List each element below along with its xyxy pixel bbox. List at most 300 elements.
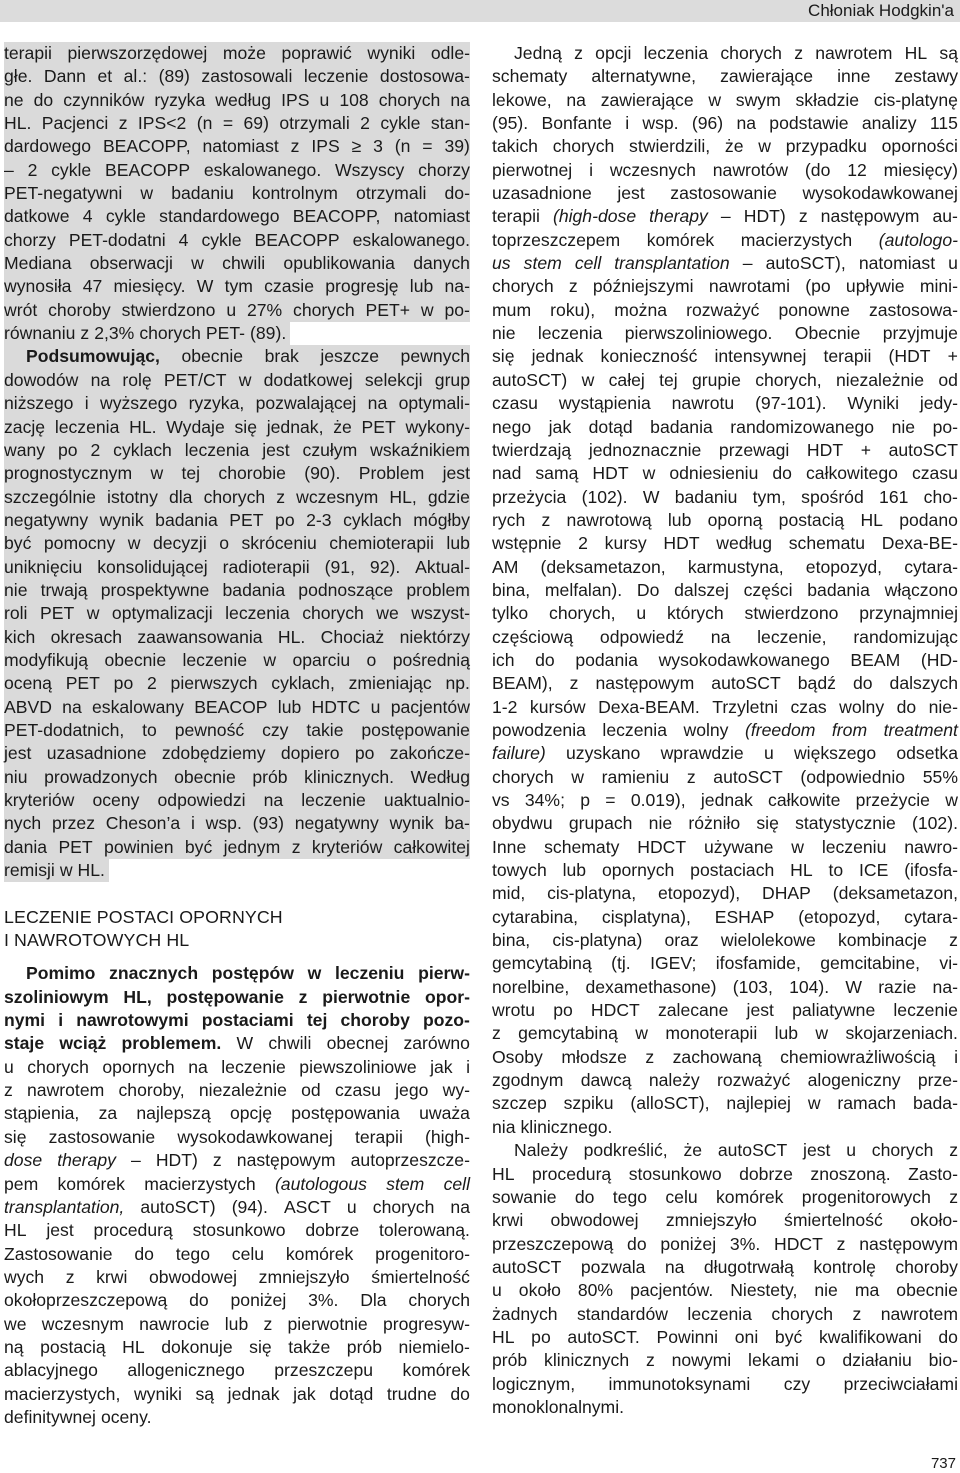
word: 39) xyxy=(444,136,470,157)
paragraph-spacer xyxy=(4,952,470,962)
word: roli xyxy=(4,603,28,624)
word: oporną xyxy=(707,509,763,530)
word: że xyxy=(683,1140,703,1161)
word: chorych xyxy=(139,323,201,344)
word: cisplatyna), xyxy=(601,906,691,927)
word: (etopozyd, xyxy=(798,906,881,927)
word: po xyxy=(275,509,295,530)
word: np. xyxy=(445,673,470,694)
word: macierzystych xyxy=(144,1173,256,1194)
text-line xyxy=(4,836,470,859)
word: poniżej xyxy=(230,1290,287,1311)
word: należy xyxy=(648,1070,700,1091)
word: do xyxy=(134,1243,154,1264)
word: się xyxy=(756,813,779,834)
word: kontrolę xyxy=(813,1256,876,1277)
word: poprawić xyxy=(281,43,352,63)
word: I xyxy=(4,930,10,951)
word: cis-platynę xyxy=(873,89,958,110)
word: autoSCT. xyxy=(567,1326,640,1347)
word: wczesnym xyxy=(41,1313,124,1334)
word: czasu xyxy=(911,463,958,484)
word: wczesnym xyxy=(296,486,379,507)
word: HDTC xyxy=(311,696,361,717)
word: Cheson’a xyxy=(105,813,181,834)
text-line xyxy=(492,859,958,882)
word: przeszczepową xyxy=(492,1233,614,1254)
word: niu xyxy=(4,766,28,787)
word: do xyxy=(189,1290,209,1311)
text-line xyxy=(4,962,470,985)
word: znoszoną. xyxy=(810,1163,891,1184)
word: ablacyjnego xyxy=(4,1360,98,1381)
word: HDT xyxy=(806,439,844,460)
text-line xyxy=(4,182,470,205)
word: dokonuje xyxy=(161,1336,233,1357)
word: selekcji xyxy=(364,369,423,390)
word: krwi xyxy=(96,1266,128,1287)
page-number: 737 xyxy=(930,1455,956,1472)
word: z xyxy=(492,1023,501,1044)
word: lekowe, xyxy=(492,89,552,110)
word: oceny. xyxy=(100,1406,152,1427)
word: różniło xyxy=(688,813,741,834)
word: jednym xyxy=(223,836,281,857)
word: opublikowania xyxy=(283,253,395,274)
word: równaniu xyxy=(4,323,76,344)
word: nawrotem xyxy=(27,1080,105,1101)
word: nie xyxy=(4,579,28,600)
word: oni xyxy=(734,1326,759,1347)
word: obydwu xyxy=(492,813,553,834)
word: istotny xyxy=(107,486,158,507)
word: skróceniu xyxy=(241,533,317,554)
word: uzasadnione xyxy=(492,183,592,204)
word: nawrotowymi xyxy=(76,1010,189,1031)
word: HDCT xyxy=(774,1233,823,1254)
word: gdzie xyxy=(427,486,470,507)
word: macierzystych xyxy=(740,229,853,250)
word: przeciwciałami xyxy=(843,1373,958,1394)
word: HL. xyxy=(129,416,157,437)
word: analizy xyxy=(861,113,917,134)
word: leczeniu xyxy=(821,836,887,857)
word: przez xyxy=(51,813,95,834)
word: ryzyka xyxy=(154,89,206,110)
word: choroby, xyxy=(118,1080,185,1101)
word: we xyxy=(4,1313,27,1334)
text-line xyxy=(492,999,958,1022)
text-line xyxy=(492,1256,958,1279)
word: (94). xyxy=(231,1196,268,1217)
word: z xyxy=(574,43,583,63)
word: szpiku xyxy=(563,1093,614,1114)
word: z xyxy=(569,673,579,694)
word: wystąpienia xyxy=(558,393,651,414)
text-line xyxy=(4,649,470,672)
word: PET/CT xyxy=(163,369,227,390)
text-line xyxy=(492,1326,958,1349)
word: może xyxy=(222,43,266,63)
text-line xyxy=(492,672,958,695)
word: obwodowej xyxy=(550,1210,639,1231)
word: gemcytabiną xyxy=(492,953,592,974)
word: Aktual- xyxy=(415,556,470,577)
word: do xyxy=(33,89,54,110)
word: jak xyxy=(430,1056,453,1077)
word: cis-platyna, xyxy=(547,883,637,904)
word: wynik xyxy=(99,509,144,530)
paragraph-spacer xyxy=(4,882,470,905)
word: niektórzy xyxy=(399,626,470,647)
word: uważa xyxy=(419,1103,470,1124)
word: czas xyxy=(790,696,827,717)
word: 69) xyxy=(243,113,269,134)
text-line xyxy=(492,416,958,439)
word: dostosowa- xyxy=(379,66,470,87)
word: optymali- xyxy=(398,393,470,414)
word: stosunkowo xyxy=(192,1220,286,1241)
word: pacjentów. xyxy=(630,1280,714,1301)
word: w xyxy=(86,603,100,624)
word: Inne xyxy=(492,836,527,857)
word: prze- xyxy=(917,1070,958,1091)
word: chorych xyxy=(302,603,364,624)
word: (deksametazon, xyxy=(832,883,958,904)
word: from xyxy=(831,719,868,740)
word: z xyxy=(263,1313,273,1334)
word: rozważyć xyxy=(686,299,760,320)
word: remisji xyxy=(4,860,55,881)
word: komórek xyxy=(57,1173,125,1194)
word: jednak xyxy=(531,346,584,367)
word: jego xyxy=(395,1080,429,1101)
word: nawrotem xyxy=(815,43,893,63)
word: śmiertelność xyxy=(371,1266,470,1287)
word: BEAM), xyxy=(492,673,553,694)
word: jak xyxy=(548,416,572,437)
word: 3%. xyxy=(729,1233,761,1254)
word: tej xyxy=(306,1010,328,1031)
word: komórek xyxy=(715,1186,784,1207)
word: (96) xyxy=(691,113,724,134)
word: do xyxy=(450,1383,470,1404)
word: leczenia xyxy=(687,1303,752,1324)
word: HL xyxy=(492,1163,515,1184)
word: wciąż xyxy=(59,1033,107,1054)
word: monoterapii xyxy=(665,1023,758,1044)
word: nowymi xyxy=(671,1350,732,1371)
word: miesięcy. xyxy=(113,276,186,297)
text-line xyxy=(492,556,958,579)
word: z xyxy=(852,1303,862,1324)
word: następowym xyxy=(595,673,695,694)
word: natomiast xyxy=(393,206,470,227)
text-line xyxy=(4,812,470,835)
word: na xyxy=(450,1196,470,1217)
word: bio- xyxy=(928,1350,958,1371)
word: 2 xyxy=(146,673,157,694)
word: pierw- xyxy=(418,963,470,984)
text-line xyxy=(4,322,470,345)
word: chorych xyxy=(720,43,782,63)
word: pierwszoliniowego. xyxy=(624,323,773,344)
word: Wydaje xyxy=(166,416,225,437)
text-line xyxy=(492,602,958,625)
word: HL, xyxy=(389,486,417,507)
text-line xyxy=(492,322,958,345)
word: (deksametazon, xyxy=(540,556,666,577)
word: Wszyscy xyxy=(334,159,405,180)
word: stosunkowo xyxy=(628,1163,722,1184)
word: dodatkowej xyxy=(263,369,353,390)
word: odle- xyxy=(430,43,470,63)
word: jednoznacznie xyxy=(588,439,702,460)
word: klinicznego. xyxy=(520,1116,613,1137)
word: o xyxy=(815,1350,826,1371)
word: (odpowiednio xyxy=(800,766,906,787)
word: 92). xyxy=(369,556,401,577)
text-line xyxy=(4,1289,470,1312)
word: przewagi xyxy=(718,439,790,460)
text-line xyxy=(492,1373,958,1396)
word: mid, xyxy=(492,883,526,904)
word: stwierdzili, xyxy=(629,136,711,157)
text-line xyxy=(492,789,958,812)
word: ma xyxy=(854,1280,880,1301)
word: brak xyxy=(264,346,299,367)
text-line xyxy=(492,159,958,182)
word: = xyxy=(422,136,433,157)
word: z xyxy=(568,276,578,297)
word: całkowite xyxy=(768,790,841,810)
text-line xyxy=(4,392,470,415)
word: w xyxy=(191,253,204,274)
word: uaktualnio- xyxy=(383,790,470,810)
word: w xyxy=(758,136,771,157)
text-line xyxy=(492,462,958,485)
word: lub xyxy=(224,1313,249,1334)
word: dania xyxy=(4,836,48,857)
running-header-title: Chłoniak Hodgkin'a xyxy=(808,1,954,20)
word: według xyxy=(716,533,773,554)
word: przeszczepu xyxy=(274,1360,374,1381)
word: HL, xyxy=(123,986,152,1007)
word: po xyxy=(553,1000,573,1021)
left-text-column xyxy=(4,42,470,1429)
word: wyższego xyxy=(100,393,178,414)
word: standardowego xyxy=(159,206,280,227)
text-line xyxy=(492,1069,958,1092)
word: u xyxy=(763,743,774,764)
text-line xyxy=(492,275,958,298)
text-line xyxy=(492,719,958,742)
text-line xyxy=(4,742,470,765)
word: oceny xyxy=(92,790,140,810)
word: klinicznych xyxy=(544,1350,630,1371)
right-text-column xyxy=(492,42,958,1419)
word: nad xyxy=(492,463,522,484)
word: kwalifikowani xyxy=(818,1326,922,1347)
word: OPORNYCH xyxy=(179,906,283,927)
word: HL xyxy=(790,860,813,881)
word: wielolekowe xyxy=(720,930,816,951)
word: się xyxy=(4,1126,27,1147)
word: chemiowrażliwością xyxy=(780,1046,936,1067)
word: leczenie, xyxy=(757,626,827,647)
word: alogeniczny xyxy=(807,1070,901,1091)
word: celu xyxy=(231,1243,265,1264)
text-line xyxy=(4,252,470,275)
word: modyfikują xyxy=(4,649,89,670)
word: w xyxy=(815,1023,829,1044)
word: W xyxy=(236,1033,254,1054)
word: niezależnie xyxy=(198,1080,287,1101)
word: wskaźnikiem xyxy=(370,439,470,460)
word: chorzy xyxy=(418,159,470,180)
word: autoSCT xyxy=(888,439,958,460)
word: leczenie xyxy=(303,66,369,87)
word: (ifosfa- xyxy=(904,860,958,881)
word: prowadzonych xyxy=(44,766,158,787)
word: spośród xyxy=(801,486,864,507)
word: ABVD xyxy=(4,696,52,717)
word: samą xyxy=(535,463,579,484)
word: tego xyxy=(612,1186,648,1207)
word: ramach xyxy=(837,1093,897,1114)
word: opornych xyxy=(102,1056,175,1077)
word: dotąd xyxy=(588,416,633,437)
word: ponowne xyxy=(778,299,850,320)
word: choroby xyxy=(48,299,111,320)
word: Wyniki xyxy=(847,393,899,414)
word: zmieniając xyxy=(348,673,432,694)
word: transplantation xyxy=(614,253,730,274)
word: nie xyxy=(492,323,516,344)
word: progresję xyxy=(325,276,399,297)
word: po xyxy=(113,673,134,694)
word: zawierające xyxy=(720,66,814,87)
word: wstępnie xyxy=(492,533,562,554)
word: Obecnie xyxy=(794,323,861,344)
word: przeżycie xyxy=(855,790,930,810)
word: pem xyxy=(4,1173,39,1194)
text-line xyxy=(492,836,958,859)
word: natomiast xyxy=(202,136,279,157)
word: standardów xyxy=(576,1303,668,1324)
word: pomocny xyxy=(43,533,116,554)
word: autoSCT) xyxy=(140,1196,216,1217)
word: opor- xyxy=(425,986,470,1007)
word: chorobie xyxy=(218,463,286,484)
word: BEACOPP, xyxy=(292,206,381,227)
word: w xyxy=(263,649,277,670)
word: dose xyxy=(4,1150,43,1171)
word: tej xyxy=(181,463,201,484)
word: (freedom xyxy=(745,719,816,740)
word: około- xyxy=(910,1210,958,1231)
word: (high- xyxy=(424,1126,470,1147)
word: Zastosowanie xyxy=(4,1243,113,1264)
text-line xyxy=(492,882,958,905)
word: podkreślić, xyxy=(583,1140,668,1161)
word: z xyxy=(798,206,808,227)
word: prospektywne xyxy=(100,579,210,600)
word: wyniki xyxy=(367,43,416,63)
word: i xyxy=(954,1046,958,1067)
word: wysokodawkowanej xyxy=(177,1126,333,1147)
word: podania xyxy=(575,649,638,670)
word: wany xyxy=(4,439,46,460)
word: cyklach xyxy=(343,509,402,530)
text-line xyxy=(4,416,470,439)
word: prognostycznym xyxy=(4,463,133,484)
word: PET xyxy=(39,603,75,624)
word: chorych xyxy=(293,299,355,320)
word: AM xyxy=(492,556,519,577)
word: częściową xyxy=(492,626,574,647)
word: (95). xyxy=(492,113,529,134)
word: prób xyxy=(252,766,288,787)
word: wrotu xyxy=(492,1000,536,1021)
word: że xyxy=(333,416,352,437)
word: leczenie xyxy=(301,790,366,810)
text-line xyxy=(4,1173,470,1196)
word: HDT) xyxy=(743,206,786,227)
word: therapy xyxy=(649,206,708,227)
word: po- xyxy=(444,299,470,320)
text-line xyxy=(4,369,470,392)
text-line xyxy=(4,1383,470,1406)
word: chorych xyxy=(378,89,441,110)
word: chorzy xyxy=(4,229,56,250)
word: chorych xyxy=(771,1303,834,1324)
word: cytara- xyxy=(904,556,958,577)
text-line xyxy=(492,696,958,719)
word: nawrocie xyxy=(139,1313,210,1334)
word: progenitoro- xyxy=(375,1243,470,1264)
word: autoSCT) xyxy=(492,369,568,390)
word: na xyxy=(450,89,470,110)
word: na- xyxy=(932,976,958,997)
word: W xyxy=(642,486,660,507)
word: definitywnej xyxy=(4,1406,96,1427)
word: wszyst- xyxy=(411,603,470,624)
text-line xyxy=(4,1126,470,1149)
word: czasu xyxy=(492,393,538,414)
word: tylko xyxy=(492,603,529,624)
word: et xyxy=(97,66,113,87)
word: HDT xyxy=(663,533,700,554)
word: na- xyxy=(444,276,470,297)
word: leczenie xyxy=(893,1000,958,1021)
word: obecnie xyxy=(896,1280,958,1301)
word: PET-dodatnich, xyxy=(4,719,125,740)
word: randomizując xyxy=(853,626,958,647)
word: z xyxy=(836,1233,846,1254)
text-line xyxy=(4,1359,470,1382)
word: 2 xyxy=(90,439,101,460)
word: przynajmniej xyxy=(859,603,958,624)
word: Chociaż xyxy=(320,626,385,647)
text-line xyxy=(4,1313,470,1336)
word: – xyxy=(4,159,14,180)
word: 27% xyxy=(246,299,283,320)
word: leczenia xyxy=(225,603,290,624)
word: leczenia xyxy=(602,719,667,740)
word: stwierdzono xyxy=(744,603,839,624)
text-line xyxy=(4,112,470,135)
